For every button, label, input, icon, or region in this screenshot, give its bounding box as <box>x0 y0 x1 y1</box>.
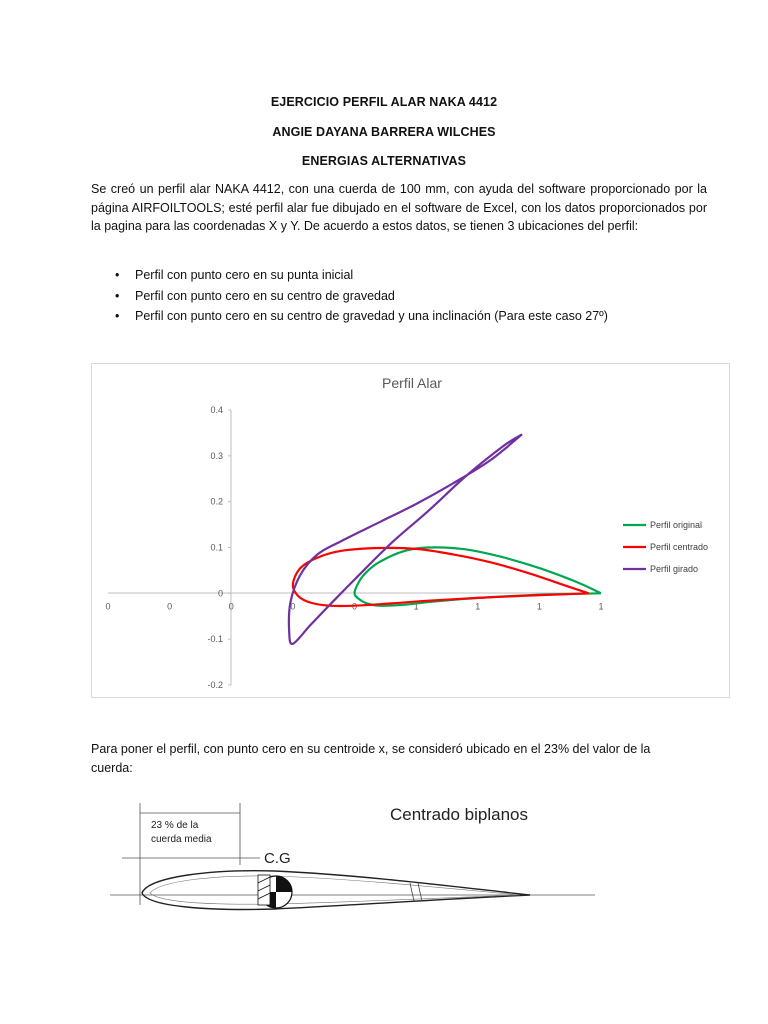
list-item-text: Perfil con punto cero en su centro de gravedad y una inclinación (Para este caso 27º) <box>135 309 608 323</box>
list-item <box>115 286 608 307</box>
centroid-paragraph: Para poner el perfil, con punto cero en su centroide x, se consideró ubicado en el 23% del valor de la cuerda: <box>91 742 651 775</box>
legend-label: Perfil original <box>650 520 703 530</box>
x-tick-label: 1 <box>475 601 481 612</box>
legend-label: Perfil girado <box>650 564 699 574</box>
bullet-list <box>115 265 608 327</box>
x-tick-label: 0 <box>290 601 296 612</box>
y-tick-label: -0.1 <box>207 634 223 645</box>
doc-author: ANGIE DAYANA BARRERA WILCHES <box>272 125 496 139</box>
legend-label: Perfil centrado <box>650 542 709 552</box>
doc-course: ENERGIAS ALTERNATIVAS <box>301 154 467 168</box>
list-item-text: Perfil con punto cero en su centro de gravedad <box>135 288 395 303</box>
figure-title: Centrado biplanos <box>390 805 528 824</box>
dim-label-line2: cuerda media <box>151 834 212 845</box>
y-tick-label: 0.1 <box>210 542 223 553</box>
airfoil-inner-outline <box>150 876 520 904</box>
list-item-text: Perfil con punto cero en su punta inicial <box>135 268 354 282</box>
airfoil-outline <box>142 871 530 910</box>
bullet-icon: • <box>115 268 120 282</box>
cg-label: C.G <box>264 850 291 867</box>
y-tick-label: 0.2 <box>210 496 223 507</box>
dim-label-line1: 23 % de la <box>151 820 199 831</box>
chart-title: Perfil Alar <box>382 375 442 391</box>
x-tick-label: 0 <box>167 601 173 612</box>
cg-symbol <box>258 875 292 908</box>
doc-title: EJERCICIO PERFIL ALAR NAKA 4412 <box>270 95 498 109</box>
intro-paragraph: Se creó un perfil alar NAKA 4412, con una cuerda de 100 mm, con ayuda del software proporcionado por la página AIRFOILTOOLS; esté perfil alar fue dibujado en el software de Excel, con los datos proporcionados por la pagina para las coordenadas X y Y. De acuerdo a estos datos, se tienen 3 ubicaciones del perfil: <box>91 182 707 234</box>
x-tick-label: 1 <box>536 601 542 612</box>
bullet-icon: • <box>115 309 120 323</box>
list-item <box>115 265 608 286</box>
airfoil-chart <box>91 363 730 698</box>
list-item <box>115 306 608 327</box>
x-tick-label: 0 <box>228 601 234 612</box>
y-tick-label: 0.4 <box>210 405 223 415</box>
x-tick-label: 1 <box>413 601 419 612</box>
x-tick-label: 1 <box>598 601 604 612</box>
y-tick-label: 0 <box>217 588 223 599</box>
y-tick-label: 0.3 <box>210 450 223 461</box>
bullet-icon: • <box>115 288 120 303</box>
biplane-centering-figure <box>100 795 600 935</box>
x-tick-label: 0 <box>351 601 358 612</box>
series-line <box>289 434 522 644</box>
y-tick-label: -0.2 <box>207 680 223 690</box>
x-tick-label: 0 <box>105 601 111 612</box>
